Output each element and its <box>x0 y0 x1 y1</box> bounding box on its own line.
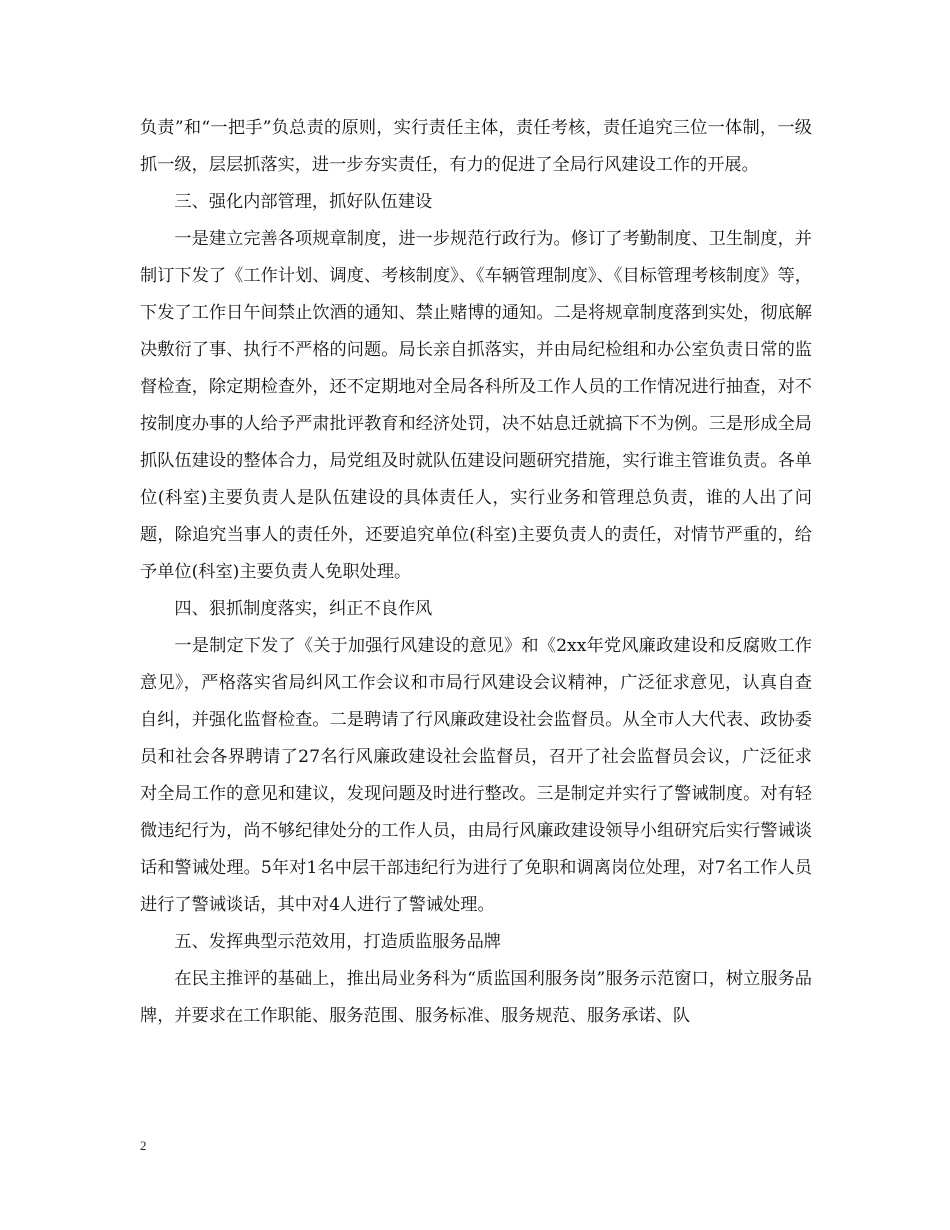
paragraph-1: 负责”和“一把手”负总责的原则，实行责任主体，责任考核，责任追究三位一体制，一级抓一级，层层抓落实，进一步夯实责任，有力的促进了全局行风建设工作的开展。 <box>140 118 812 175</box>
paragraph-4: 在民主推评的基础上，推出局业务科为“质监国利服务岗”服务示范窗口，树立服务品牌，并要求在工作职能、服务范围、服务标准、服务规范、服务承诺、队 <box>140 969 812 1026</box>
paragraph-3: 一是制定下发了《关于加强行风建设的意见》和《2xx年党风廉政建设和反腐败工作意见》，严格落实省局纠风工作会议和市局行风建设会议精神，广泛征求意见，认真自查自纠，并强化监督检查。二是聘请了行风廉政建设社会监督员。从全市人大代表、政协委员和社会各界聘请了27名行风廉政建设社会监督员，召开了社会监督员会议，广泛征求对全局工作的意见和建议，发现问题及时进行整改。三是制定并实行了警诫制度。对有轻微违纪行为，尚不够纪律处分的工作人员，由局行风廉政建设领导小组研究后实行警诫谈话和警诫处理。5年对1名中层干部违纪行为进行了免职和调离岗位处理，对7名工作人员进行了警诫谈话，其中对4人进行了警诫处理。 <box>140 636 812 915</box>
section-heading-5: 五、发挥典型示范效用，打造质监服务品牌 <box>174 932 501 952</box>
document-body <box>140 110 812 1035</box>
page-number: 2 <box>140 1138 147 1153</box>
section-heading-3: 三、强化内部管理，抓好队伍建设 <box>174 192 433 212</box>
section-heading-4: 四、狠抓制度落实，纠正不良作风 <box>174 599 433 619</box>
paragraph-2: 一是建立完善各项规章制度，进一步规范行政行为。修订了考勤制度、卫生制度，并制订下发了《工作计划、调度、考核制度》、《车辆管理制度》、《目标管理考核制度》等，下发了工作日午间禁止饮酒的通知、禁止赌博的通知。二是将规章制度落到实处，彻底解决敷衍了事、执行不严格的问题。局长亲自抓落实，并由局纪检组和办公室负责日常的监督检查，除定期检查外，还不定期地对全局各科所及工作人员的工作情况进行抽查，对不按制度办事的人给予严肃批评教育和经济处罚，决不姑息迁就搞下不为例。三是形成全局抓队伍建设的整体合力，局党组及时就队伍建设问题研究措施，实行谁主管谁负责。各单位(科室)主要负责人是队伍建设的具体责任人，实行业务和管理总负责，谁的人出了问题，除追究当事人的责任外，还要追究单位(科室)主要负责人的责任，对情节严重的，给予单位(科室)主要负责人免职处理。 <box>140 229 812 582</box>
